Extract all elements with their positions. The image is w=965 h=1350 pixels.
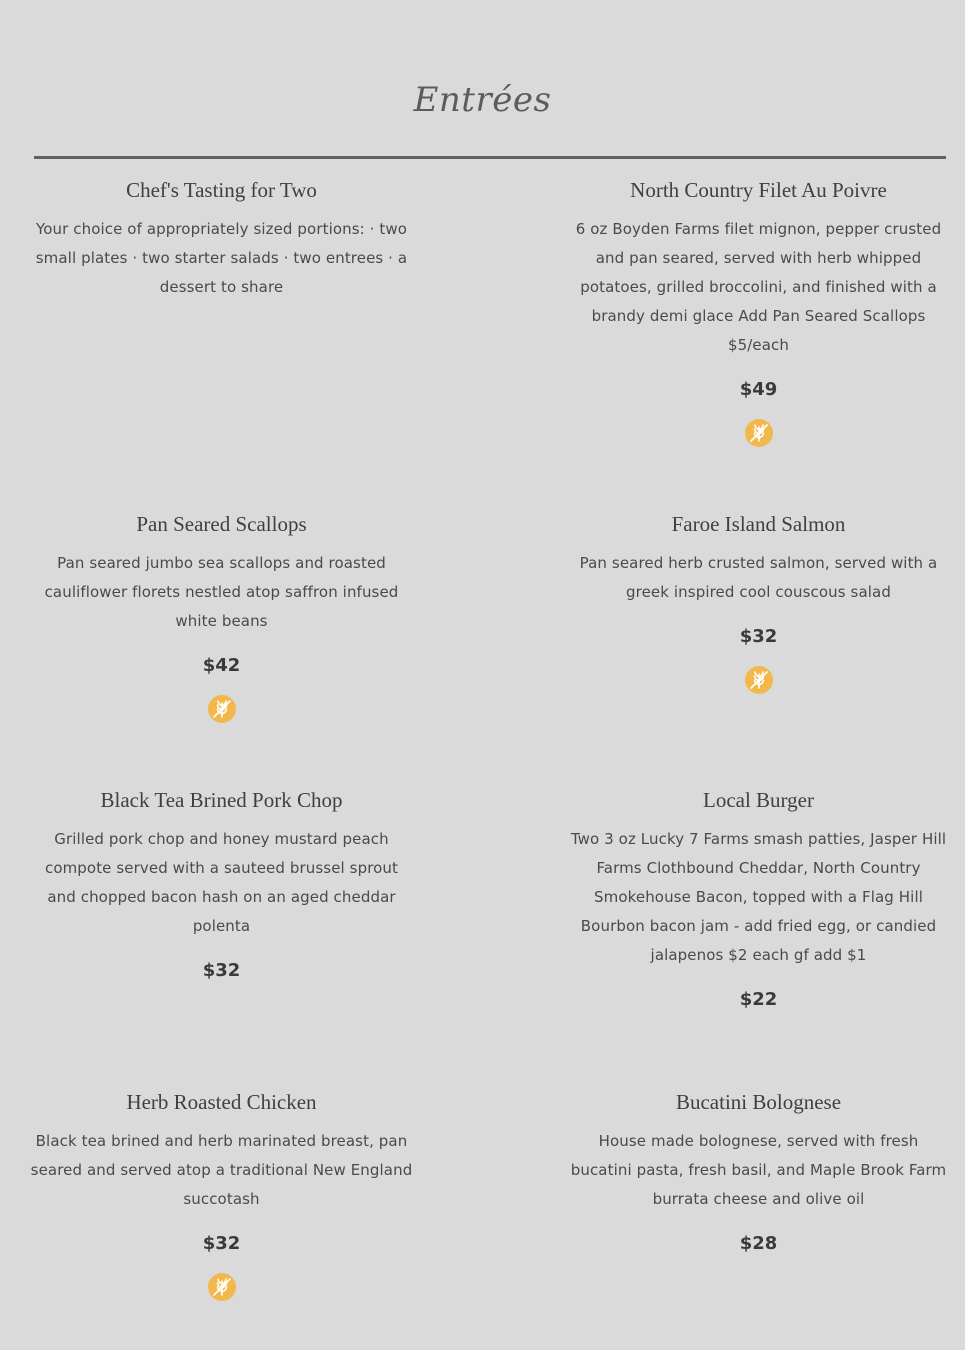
item-name: Bucatini Bolognese [675, 1090, 842, 1114]
item-price: $28 [739, 1233, 778, 1254]
item-price: $32 [202, 1233, 241, 1254]
item-name: Black Tea Brined Pork Chop [100, 788, 343, 812]
item-description: House made bolognese, served with fresh bucatini pasta, fresh basil, and Maple Brook Farm burrata cheese and olive oil [570, 1132, 947, 1208]
menu-item [30, 1088, 413, 1302]
gluten-free-icon [207, 1272, 237, 1302]
section-title: Entrées [413, 80, 552, 120]
item-name: Chef's Tasting for Two [126, 178, 317, 202]
item-description: Pan seared herb crusted salmon, served with a greek inspired cool couscous salad [579, 554, 938, 601]
menu-item [567, 786, 950, 1011]
item-name: North Country Filet Au Poivre [630, 178, 887, 202]
menu-item [30, 176, 413, 302]
item-name: Faroe Island Salmon [671, 512, 846, 536]
item-price: $22 [739, 989, 778, 1010]
item-name: Pan Seared Scallops [136, 512, 307, 536]
item-description: Pan seared jumbo sea scallops and roasted cauliflower florets nestled atop saffron infused white beans [44, 554, 399, 630]
item-name: Herb Roasted Chicken [126, 1090, 317, 1114]
item-price: $32 [202, 960, 241, 981]
item-price: $49 [739, 379, 778, 400]
gluten-free-icon [744, 665, 774, 695]
item-price: $42 [202, 655, 241, 676]
menu-item [567, 510, 950, 695]
section-divider [34, 156, 946, 159]
menu-item [567, 1088, 950, 1255]
item-description: 6 oz Boyden Farms filet mignon, pepper crusted and pan seared, served with herb whipped potatoes, grilled broccolini, and finished with a brandy demi glace Add Pan Seared Scallops $5/each [575, 220, 942, 354]
item-description: Your choice of appropriately sized portions: · two small plates · two starter salads · two entrees · a dessert to share [35, 220, 408, 296]
item-description: Two 3 oz Lucky 7 Farms smash patties, Jasper Hill Farms Clothbound Cheddar, North Country Smokehouse Bacon, topped with a Flag Hill Bourbon bacon jam - add fried egg, or candied jalapenos $2 each gf add $1 [570, 830, 947, 964]
gluten-free-icon [744, 418, 774, 448]
item-name: Local Burger [703, 788, 814, 812]
item-price: $32 [739, 626, 778, 647]
menu-item [567, 176, 950, 448]
menu-item [30, 510, 413, 724]
menu-item [30, 786, 413, 982]
item-description: Grilled pork chop and honey mustard peach compote served with a sauteed brussel sprout and chopped bacon hash on an aged cheddar polenta [44, 830, 399, 935]
item-description: Black tea brined and herb marinated breast, pan seared and served atop a traditional New England succotash [30, 1132, 413, 1208]
gluten-free-icon [207, 694, 237, 724]
